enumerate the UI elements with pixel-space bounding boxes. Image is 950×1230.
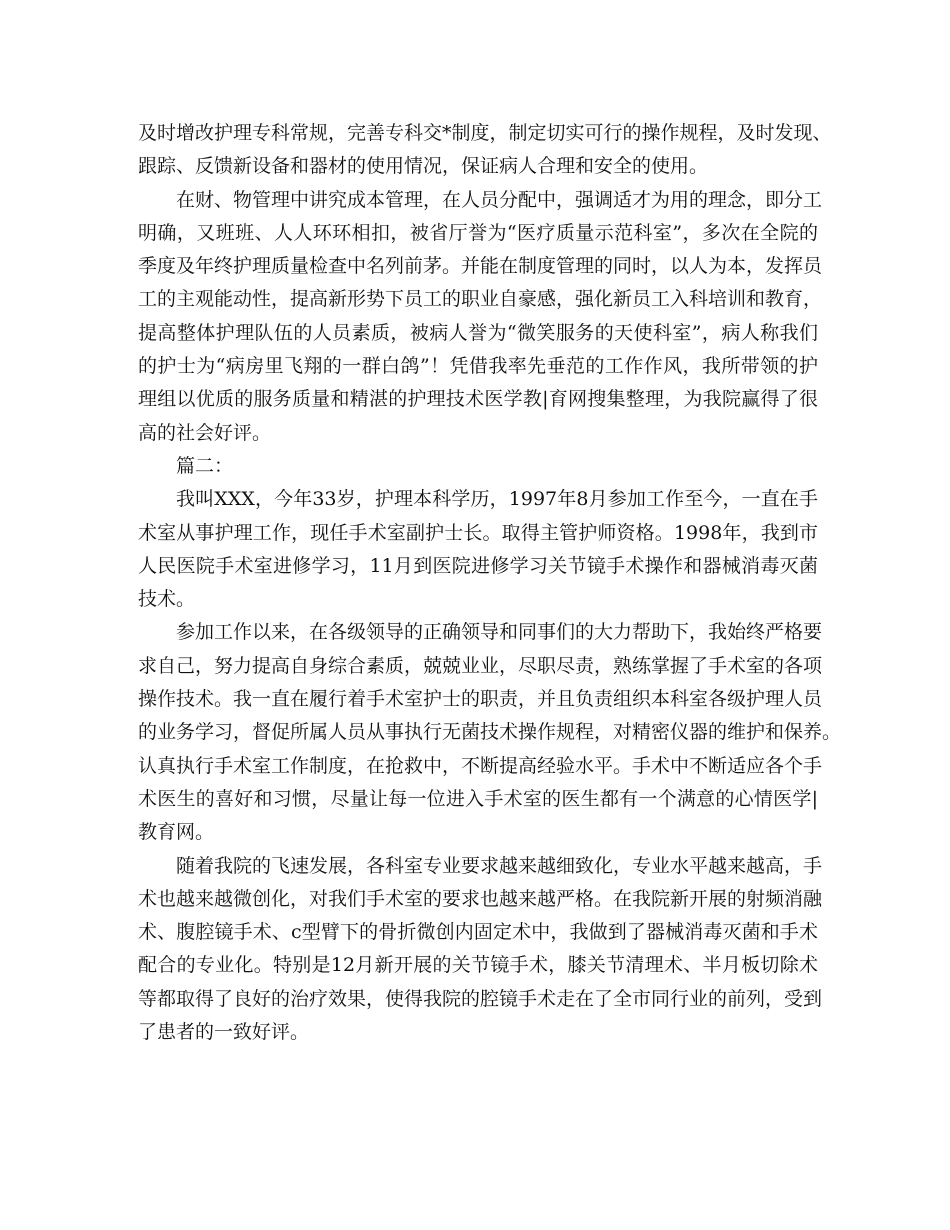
text-line: 操作技术。我一直在履行着手术室护士的职责，并且负责组织本科室各级护理人员 — [138, 688, 823, 711]
text-line: 高的社会好评。 — [138, 421, 272, 444]
text-line: 认真执行手术室工作制度，在抢救中，不断提高经验水平。手术中不断适应各个手 — [138, 754, 823, 777]
text-line: 人民医院手术室进修学习，11月到医院进修学习关节镜手术操作和器械消毒灭菌 — [138, 554, 818, 577]
text-line: 提高整体护理队伍的人员素质，被病人誉为“微笑服务的天使科室”，病人称我们 — [138, 321, 818, 344]
text-line: 工的主观能动性，提高新形势下员工的职业自豪感，强化新员工入科培训和教育， — [138, 288, 823, 311]
paragraph-start-line: 我叫XXX，今年33岁，护理本科学历，1997年8月参加工作至今，一直在手 — [176, 488, 818, 511]
text-line: 求自己，努力提高自身综合素质，兢兢业业，尽职尽责，熟练掌握了手术室的各项 — [138, 654, 823, 677]
text-line: 技术。 — [138, 588, 196, 611]
text-line: 等都取得了良好的治疗效果，使得我院的腔镜手术走在了全市同行业的前列，受到 — [138, 987, 823, 1010]
paragraph-start-line: 参加工作以来，在各级领导的正确领导和同事们的大力帮助下，我始终严格要 — [176, 621, 823, 644]
text-line: 的护士为“病房里飞翔的一群白鸽”！凭借我率先垂范的工作作风，我所带领的护 — [138, 355, 818, 378]
document-body — [138, 117, 842, 1049]
text-line: 季度及年终护理质量检查中名列前茅。并能在制度管理的同时，以人为本，发挥员 — [138, 255, 823, 278]
text-line: 跟踪、反馈新设备和器材的使用情况，保证病人合理和安全的使用。 — [138, 155, 709, 178]
section-heading: 篇二： — [176, 454, 234, 477]
text-line: 教育网。 — [138, 821, 215, 844]
paragraph-start-line: 随着我院的飞速发展，各科室专业要求越来越细致化，专业水平越来越高，手 — [176, 854, 823, 877]
text-line: 配合的专业化。特别是12月新开展的关节镜手术，膝关节清理术、半月板切除术 — [138, 954, 818, 977]
text-line: 理组以优质的服务质量和精湛的护理技术医学教|育网搜集整理，为我院赢得了很 — [138, 388, 818, 411]
text-line: 了患者的一致好评。 — [138, 1021, 310, 1044]
paragraph-start-line: 在财、物管理中讲究成本管理，在人员分配中，强调适才为用的理念，即分工 — [176, 188, 823, 211]
text-line: 及时增改护理专科常规，完善专科交*制度，制定切实可行的操作规程，及时发现、 — [138, 122, 832, 144]
text-line: 术也越来越微创化，对我们手术室的要求也越来越严格。在我院新开展的射频消融 — [138, 887, 823, 910]
text-line: 的业务学习，督促所属人员从事执行无菌技术操作规程，对精密仪器的维护和保养。 — [138, 721, 842, 744]
text-line: 术医生的喜好和习惯，尽量让每一位进入手术室的医生都有一个满意的心情医学| — [138, 787, 818, 810]
text-line: 术室从事护理工作，现任手术室副护士长。取得主管护师资格。1998年，我到市 — [138, 521, 818, 544]
text-line: 术、腹腔镜手术、c型臂下的骨折微创内固定术中，我做到了器械消毒灭菌和手术 — [138, 921, 818, 944]
text-line: 明确，又班班、人人环环相扣，被省厅誉为“医疗质量示范科室”，多次在全院的 — [138, 221, 818, 244]
